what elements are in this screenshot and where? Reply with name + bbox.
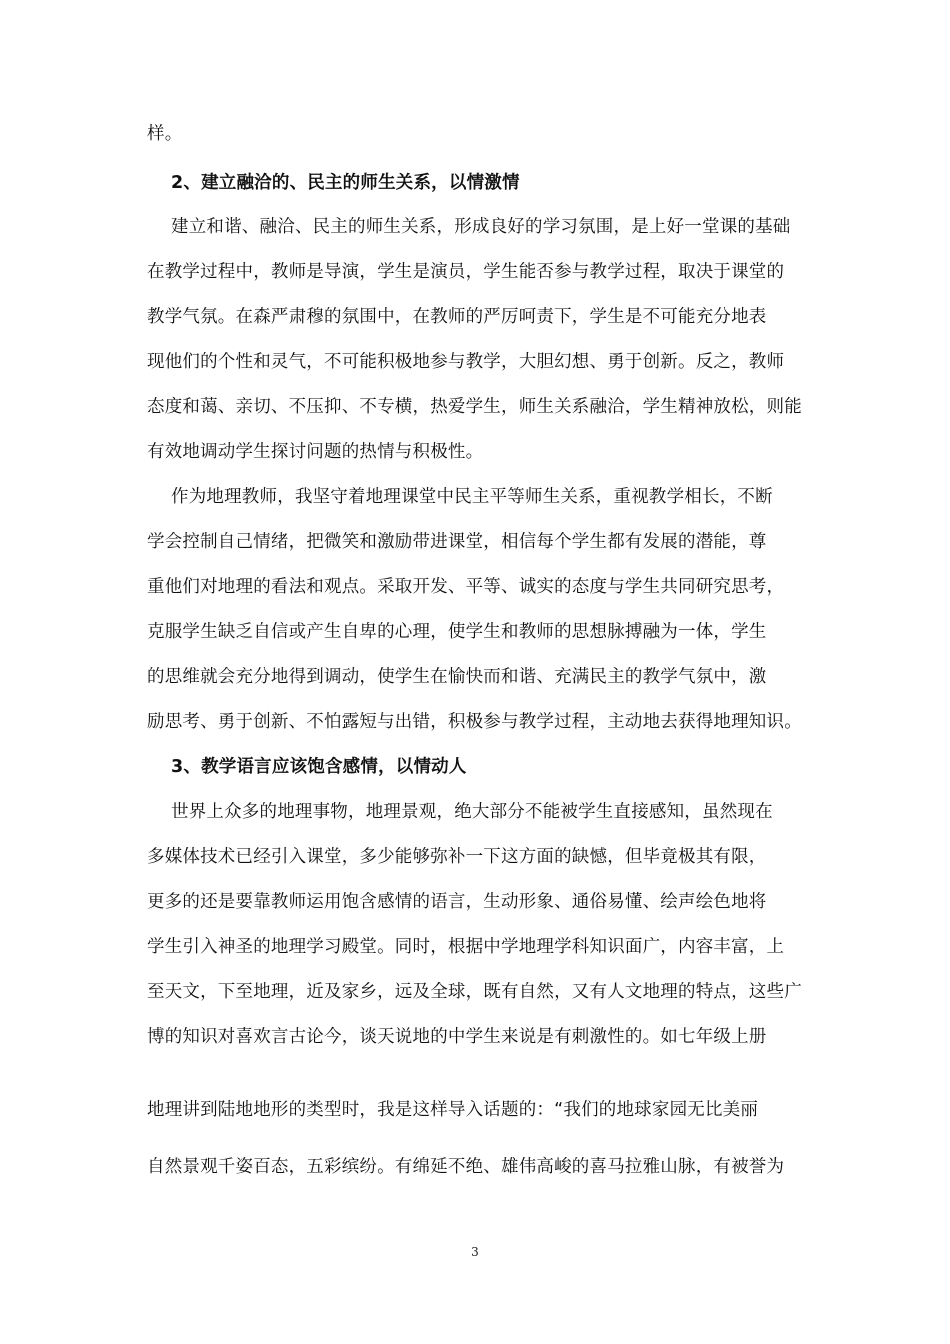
paragraph-line: 教学气氛。在森严肃穆的氛围中，在教师的严厉呵责下，学生是不可能充分地表: [147, 307, 767, 327]
paragraph-line: 博的知识对喜欢言古论今，谈天说地的中学生来说是有刺激性的。如七年级上册: [147, 1027, 767, 1047]
paragraph-line: 励思考、勇于创新、不怕露短与出错，积极参与教学过程，主动地去获得地理知识。: [147, 712, 802, 732]
paragraph-line: 学会控制自己情绪，把微笑和激励带进课堂，相信每个学生都有发展的潜能，尊: [147, 532, 767, 552]
paragraph-line: 克服学生缺乏自信或产生自卑的心理，使学生和教师的思想脉搏融为一体，学生: [147, 622, 767, 642]
paragraph-line: 在教学过程中，教师是导演，学生是演员，学生能否参与教学过程，取决于课堂的: [147, 262, 785, 282]
paragraph-line: 作为地理教师，我坚守着地理课堂中民主平等师生关系，重视教学相长，不断: [171, 487, 773, 507]
paragraph-line: 地理讲到陆地地形的类型时，我是这样导入话题的：“我们的地球家园无比美丽: [147, 1100, 759, 1120]
paragraph-line: 世界上众多的地理事物，地理景观，绝大部分不能被学生直接感知，虽然现在: [171, 802, 773, 822]
paragraph-line: 的思维就会充分地得到调动，使学生在愉快而和谐、充满民主的教学气氛中，激: [147, 667, 767, 687]
paragraph-line: 自然景观千姿百态，五彩缤纷。有绵延不绝、雄伟高峻的喜马拉雅山脉，有被誉为: [147, 1157, 785, 1177]
paragraph-line: 态度和蔼、亲切、不压抑、不专横，热爱学生，师生关系融洽，学生精神放松，则能: [147, 397, 802, 417]
paragraph-line: 至天文，下至地理，近及家乡，远及全球，既有自然，又有人文地理的特点，这些广: [147, 982, 802, 1002]
paragraph-line: 重他们对地理的看法和观点。采取开发、平等、诚实的态度与学生共同研究思考，: [147, 577, 785, 597]
paragraph-line: 学生引入神圣的地理学习殿堂。同时，根据中学地理学科知识面广，内容丰富，上: [147, 937, 785, 957]
section-3-heading: 3、教学语言应该饱含感情，以情动人: [171, 757, 467, 777]
paragraph-line: 建立和谐、融洽、民主的师生关系，形成良好的学习氛围，是上好一堂课的基础: [171, 217, 791, 237]
paragraph-line: 现他们的个性和灵气，不可能积极地参与教学，大胆幻想、勇于创新。反之，教师: [147, 352, 785, 372]
paragraph-line: 更多的还是要靠教师运用饱含感情的语言，生动形象、通俗易懂、绘声绘色地将: [147, 892, 767, 912]
section-2-heading: 2、建立融洽的、民主的师生关系，以情激情: [171, 173, 520, 193]
paragraph-line: 多媒体技术已经引入课堂，多少能够弥补一下这方面的缺憾，但毕竟极其有限，: [147, 847, 767, 867]
continued-text-line: 样。: [147, 124, 183, 144]
paragraph-line: 有效地调动学生探讨问题的热情与积极性。: [147, 442, 484, 462]
page-number: 3: [471, 1245, 479, 1259]
